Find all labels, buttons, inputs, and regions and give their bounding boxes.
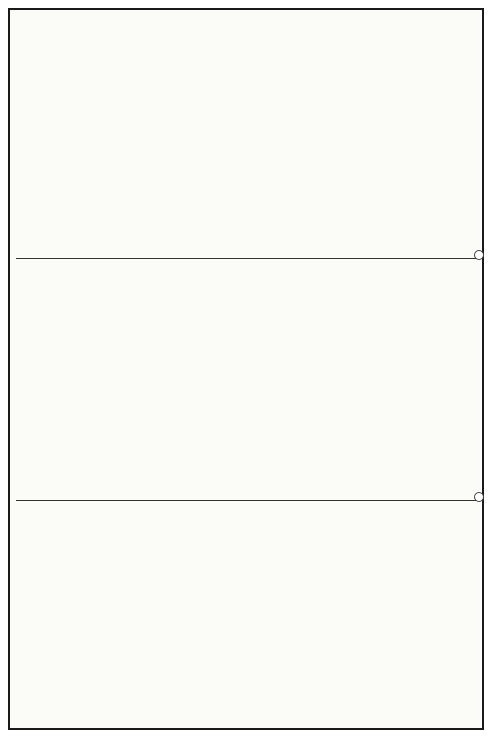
text-column [222,20,244,244]
text-column [273,263,295,487]
text-column [248,263,270,487]
text-column [120,263,142,487]
text-column [146,20,168,244]
text-column [248,505,270,719]
text-column [401,263,423,487]
text-column [18,505,40,719]
text-column [248,20,270,244]
text-panel-bottom [16,500,476,723]
text-column [171,263,193,487]
text-column [401,20,423,244]
text-column [350,263,372,487]
text-column [427,20,449,244]
text-column [376,263,398,487]
text-panel-top [16,16,476,248]
text-column [452,263,474,487]
text-column [69,20,91,244]
text-column [146,505,168,719]
text-column [43,263,65,487]
text-column [324,505,346,719]
text-column [197,263,219,487]
text-column [299,263,321,487]
text-column [273,20,295,244]
text-column [197,505,219,719]
text-column [18,263,40,487]
book-page [8,8,484,730]
text-column [94,263,116,487]
text-column [324,263,346,487]
text-column [452,20,474,244]
text-column [427,263,449,487]
text-column [376,20,398,244]
text-column [94,505,116,719]
text-column [94,20,116,244]
text-column [273,505,295,719]
text-column [171,20,193,244]
text-column [69,505,91,719]
text-column [18,20,40,244]
text-column [401,505,423,719]
text-column [299,20,321,244]
text-column [43,505,65,719]
text-column [43,20,65,244]
text-column [69,263,91,487]
text-column [324,20,346,244]
text-column [120,20,142,244]
text-column [171,505,193,719]
text-column [197,20,219,244]
text-column [120,505,142,719]
text-column [350,20,372,244]
text-column [350,505,372,719]
text-column [299,505,321,719]
text-column [222,505,244,719]
text-column [376,505,398,719]
text-panel-middle [16,258,476,491]
text-column [427,505,449,719]
text-column [146,263,168,487]
text-column [222,263,244,487]
text-column [452,505,474,719]
